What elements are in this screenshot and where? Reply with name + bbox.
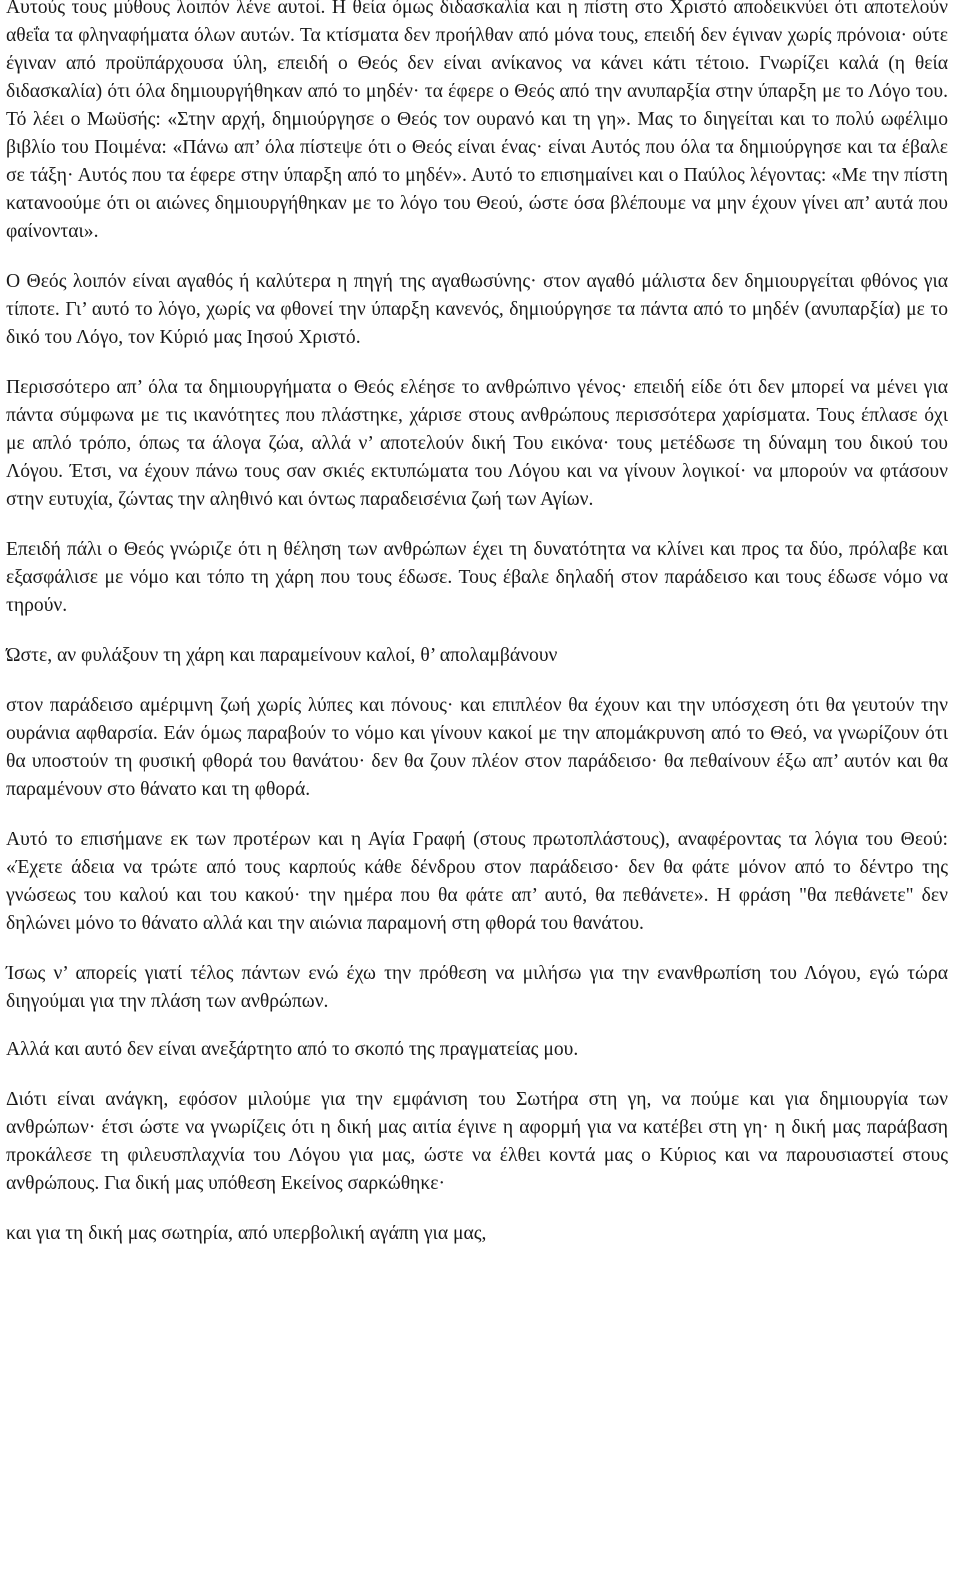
paragraph-myths: Αυτούς τους μύθους λοιπόν λένε αυτοί. Η θεία όμως διδασκαλία και η πίστη στο Χριστό αποδεικνύει ότι αποτελούν αθεΐα τα φληναφήματα όλων αυτών. Τα κτίσματα δεν προήλθαν από μόνα τους, επειδή δεν έγιναν χωρίς πρόνοια· ούτε έγιναν από προϋπάρχουσα ύλη, επειδή ο Θεός δεν είναι ανίκανος να κάνει κάτι τέτοιο. Γνωρίζει καλά (η θεία διδασκαλία) ότι όλα δημιουργήθηκαν από το μηδέν· τα έφερε ο Θεός από την ανυπαρξία στην ύπαρξη με το Λόγο του. Τό λέει ο Μωϋσής: «Στην αρχή, δημιούργησε ο Θεός τον ουρανό και τη γη». Μας το διηγείται και το πολύ ωφέλιμο βιβλίο του Ποιμένα: «Πάνω απ’ όλα πίστεψε ότι ο Θεός είναι ένας· είναι Αυτός που όλα τα δημιούργησε και τα έβαλε σε τάξη· Αυτός που τα έφερε στην ύπαρξη από το μηδέν». Αυτό το επισημαίνει και ο Παύλος λέγοντας: «Με την πίστη κατανοούμε ότι οι αιώνες δημιουργήθηκαν με το λόγο του Θεού, ώστε όσα βλέπουμε να μην έχουν γίνει απ’ αυτά που φαίνονται». — [6, 0, 948, 242]
paragraph-incarnation: Διότι είναι ανάγκη, εφόσον μιλούμε για την εμφάνιση του Σωτήρα στη γη, να πούμε και για δημιουργία των ανθρώπων· έτσι ώστε να γνωρίζεις ότι η δική μας αιτία έγινε η αφορμή για να κατέβει στη γη· η δική μας παράβαση προκάλεσε τη φιλευσπλαχνία του Λόγου για μας, ώστε να έλθει κοντά μας ο Κύριος και να παρουσιαστεί στους ανθρώπους. Για δική μας υπόθεση Εκείνος σαρκώθηκε· — [6, 1089, 948, 1194]
paragraph-grace: Ώστε, αν φυλάξουν τη χάρη και παραμείνουν καλοί, θ’ απολαμβάνουν — [6, 645, 558, 666]
paragraph-salvation: και για τη δική μας σωτηρία, από υπερβολική αγάπη για μας, — [6, 1223, 487, 1244]
paragraph-goodness: Ο Θεός λοιπόν είναι αγαθός ή καλύτερα η πηγή της αγαθωσύνης· στον αγαθό μάλιστα δεν δημιουργείται φθόνος για τίποτε. Γι’ αυτό το λόγο, χωρίς να φθονεί την ύπαρξη κανενός, δημιούργησε τα πάντα από το μηδέν (ανυπαρξία) με το δικό του Λόγο, τον Κύριό μας Ιησού Χριστό. — [6, 271, 948, 348]
paragraph-paradise: στον παράδεισο αμέριμνη ζωή χωρίς λύπες και πόνους· και επιπλέον θα έχουν και την υπόσχεση ότι θα γευτούν την ουράνια αφθαρσία. Εάν όμως παραβούν το νόμο και γίνουν κακοί με την απομάκρυνση από το Θεό, να γνωρίζουν ότι θα υποστούν τη φυσική φθορά του θανάτου· δεν θα ζουν πλέον στον παράδεισο· θα πεθαίνουν έξω απ’ αυτόν και θα παραμένουν στο θάνατο και τη φθορά. — [6, 695, 948, 800]
paragraph-purpose: Αλλά και αυτό δεν είναι ανεξάρτητο από το σκοπό της πραγματείας μου. — [6, 1039, 579, 1060]
paragraph-free-will: Επειδή πάλι ο Θεός γνώριζε ότι η θέληση των ανθρώπων έχει τη δυνατότητα να κλίνει και προς τα δύο, πρόλαβε και εξασφάλισε με νόμο και τόπο τη χάρη που τους έδωσε. Τους έβαλε δηλαδή στον παράδεισο και τους έδωσε νόμο να τηρούν. — [6, 539, 948, 616]
paragraph-mankind: Περισσότερο απ’ όλα τα δημιουργήματα ο Θεός ελέησε το ανθρώπινο γένος· επειδή είδε ότι δεν μπορεί να μένει για πάντα σύμφωνα με τις ικανότητες που πλάστηκε, χάρισε στους ανθρώπους περισσότερα χαρίσματα. Τους έπλασε όχι με απλό τρόπο, όπως τα άλογα ζώα, αλλά ν’ αποτελούν δική Του εικόνα· τους μετέδωσε τη δύναμη του δικού του Λόγου. Έτσι, να έχουν πάνω τους σαν σκιές εκτυπώματα του Λόγου και να γίνουν λογικοί· να μπορούν να φτάσουν στην ευτυχία, ζώντας την αληθινό και όντως παραδεισένια ζωή των Αγίων. — [6, 377, 948, 510]
paragraph-scripture: Αυτό το επισήμανε εκ των προτέρων και η Αγία Γραφή (στους πρωτοπλάστους), αναφέροντας τα λόγια του Θεού: «Έχετε άδεια να τρώτε από τους καρπούς κάθε δένδρου στον παράδεισο· δεν θα φάτε μόνον από το δέντρο της γνώσεως του καλού και του κακού· την ημέρα που θα φάτε απ’ αυτό, θα πεθάνετε». Η φράση "θα πεθάνετε" δεν δηλώνει μόνο το θάνατο αλλά και την αιώνια παραμονή στη φθορά του θανάτου. — [6, 829, 948, 934]
paragraph-question: Ίσως ν’ απορείς γιατί τέλος πάντων ενώ έχω την πρόθεση να μιλήσω για την ενανθρωπίση του Λόγου, εγώ τώρα διηγούμαι για την πλάση των ανθρώπων. — [6, 963, 948, 1012]
